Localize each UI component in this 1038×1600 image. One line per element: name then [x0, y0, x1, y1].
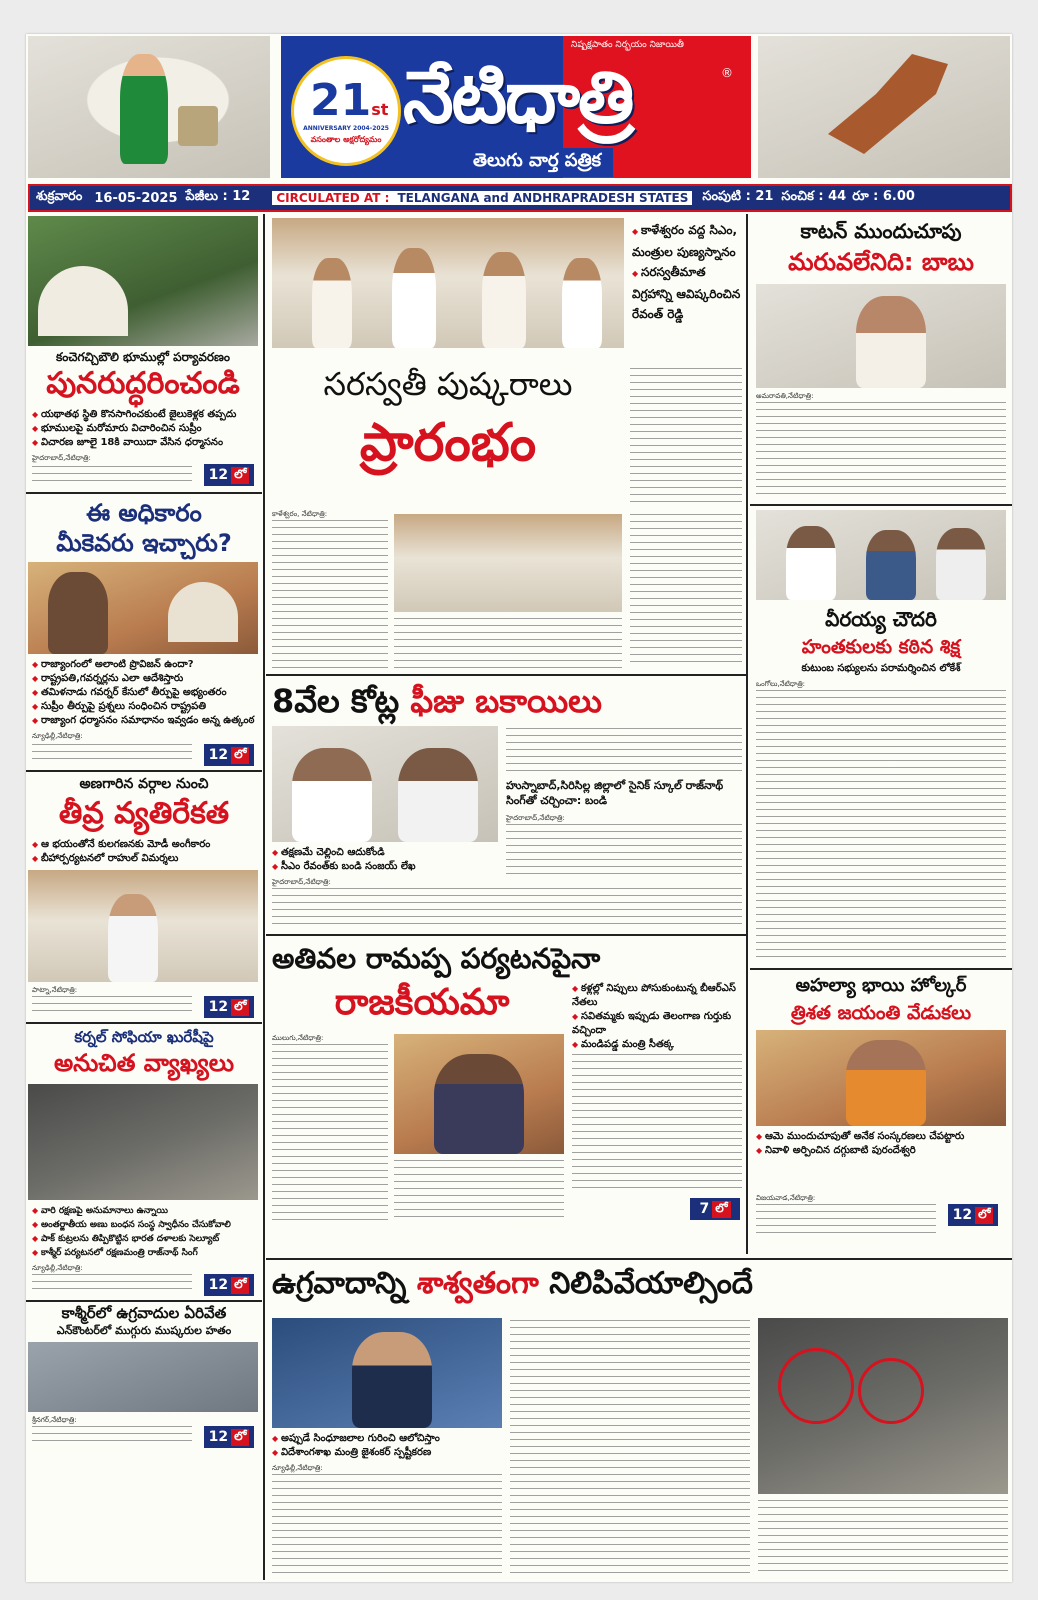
veeraiah-dateline: ఒంగోలు,నేటిధాత్రి: [756, 680, 806, 688]
anniversary-text: ANNIVERSARY 2004-2025 [303, 125, 389, 132]
divider [750, 504, 1012, 506]
ahalya-bullet: ◆ నివాళి అర్పించిన దగ్గుబాటి పురందేశ్వరి [756, 1144, 1006, 1158]
fees-dateline: హైదరాబాద్,నేటిధాత్రి: [272, 878, 331, 886]
story3-continued[interactable] [204, 996, 254, 1018]
ramappa-body-right [572, 1054, 742, 1194]
story3-bullet: ◆ బీహార్పర్యటనలో రాహుల్ విమర్శలు [32, 852, 258, 866]
page-suffix: లో [975, 1207, 993, 1224]
page-number: 12 [208, 1277, 229, 1293]
page-suffix: లో [231, 1277, 249, 1294]
story1-bullet: ◆ భూములపై మరోమారు విచారించిన సుప్రీం [32, 422, 258, 436]
story5-body [32, 1426, 192, 1446]
lead-body-mid [394, 618, 622, 668]
ramappa-bullet: ◆ సవితమ్మకు ఇప్పుడు తెలంగాణ గుర్తుకు వచ్చిందా [572, 1010, 742, 1038]
story3-headline: తీవ్ర వ్యతిరేకత [58, 796, 230, 831]
page-suffix: లో [712, 1201, 730, 1218]
story2-dateline: న్యూఢిల్లీ,నేటిధాత్రి: [32, 732, 83, 740]
ramappa-body-mid [394, 1160, 564, 1220]
story2-headline-2: మీకెవరు ఇచ్చారు? [56, 529, 232, 557]
anniversary-badge [291, 56, 401, 166]
supreme-court-image [28, 216, 258, 346]
fees-sub-dateline: హైదరాబాద్,నేటిధాత్రి: [506, 814, 565, 822]
divider [26, 770, 262, 772]
lead-body-right2 [630, 514, 742, 668]
veeraiah-sub: కుటుంబ సభ్యులను పరామర్శించిన లోకేశ్ [801, 663, 961, 674]
lead-body-left [272, 520, 388, 668]
terror-body-1 [272, 1474, 502, 1574]
story2-continued[interactable] [204, 744, 254, 766]
veeraiah-kicker: వీరయ్య చౌదరి [825, 607, 937, 631]
terror-bullet: ◆ అప్పుడే సింధూజలాల గురించి ఆలోచిస్తాం [272, 1432, 502, 1446]
divider [266, 674, 746, 676]
ahalya-bullet: ◆ ఆమె ముందుచూపుతో అనేక సంస్కరణలు చేపట్టారు [756, 1130, 1006, 1144]
anniversary-suffix: st [371, 100, 389, 119]
divider [26, 1300, 262, 1302]
right-column [750, 214, 1012, 1254]
divider [266, 934, 746, 936]
terror-headline-black2: నిలిపివేయాల్సిందే [549, 1266, 753, 1301]
story1-headline: పునరుద్ధరించండి [46, 366, 240, 401]
story3-dateline: పాట్నా,నేటిధాత్రి: [32, 986, 78, 994]
page-number: 12 [208, 999, 229, 1015]
story1-dateline: హైదరాబాద్,నేటిధాత్రి: [32, 454, 91, 462]
dateline-date: 16-05-2025 [94, 190, 178, 206]
ramappa-bullet: ◆ మండిపడ్డ మంత్రి సీతక్క [572, 1038, 742, 1052]
page-number: 12 [208, 1429, 229, 1445]
veeraiah-body [756, 690, 1006, 962]
story4-bullet: ◆ వారి రక్షణపై అనుమానాలు ఉన్నాయి [32, 1204, 258, 1218]
fees-headline-black: 8వేల కోట్ల [272, 682, 400, 720]
newspaper-page [26, 34, 1012, 1582]
lead-dateline: కాళేశ్వరం, నేటిధాత్రి: [272, 510, 328, 518]
story1-kicker: కంచెగచ్చిబౌలి భూముల్లో పర్యావరణం [56, 350, 230, 364]
masthead [281, 36, 751, 178]
story4-kicker: కర్నల్ సోఫియా ఖురేషీపై [74, 1028, 214, 1046]
story5-dateline: శ్రీనగర్,నేటిధాత్రి: [32, 1416, 77, 1424]
story1-bullet: ◆ విచారణ జూలై 18కి వాయిదా వేసిన ధర్మాసనం [32, 436, 258, 450]
ahalya-dateline: విజయవాడ,నేటిధాత్రి: [756, 1194, 816, 1202]
issue: సంచిక : 44 [781, 189, 847, 204]
lead-bullets [632, 220, 744, 324]
terror-bullet: ◆ విదేశాంగశాఖ మంత్రి జైశంకర్ స్పష్టీకరణ [272, 1446, 502, 1460]
story4-body [32, 1274, 192, 1294]
story3-body [32, 996, 192, 1016]
story1-bullet: ◆ యథాతథ స్థితి కొనసాగించకుంటే జైలుకెళ్లక తప్పదు [32, 408, 258, 422]
story3-bullets [32, 838, 258, 866]
terror-headline-red: శాశ్వతంగా [416, 1266, 539, 1301]
registered-mark: ® [721, 66, 733, 80]
page-number: 12 [952, 1207, 973, 1223]
story4-headline: అనుచిత వ్యాఖ్యలు [53, 1049, 235, 1077]
page-number: 12 [208, 467, 229, 483]
page-number: 7 [699, 1201, 710, 1217]
fees-bullet: ◆ తక్షణమే చెల్లించి ఆదుకోండి [272, 846, 498, 860]
ramappa-dateline: ములుగు,నేటిధాత్రి: [272, 1034, 324, 1042]
ahalya-headline: త్రిశత జయంతి వేడుకలు [790, 1002, 972, 1024]
ramappa-continued[interactable] [690, 1198, 740, 1220]
story4-continued[interactable] [204, 1274, 254, 1296]
lead-body-right [630, 368, 742, 508]
fees-sub-body [506, 824, 742, 880]
story4-bullets [32, 1204, 258, 1260]
fees-bullet: ◆ సీఎం రేవంత్‌కు బండి సంజయ్ లేఖ [272, 860, 498, 874]
fees-headline [272, 680, 742, 722]
story2-headline-1: ఈ అధికారం [86, 499, 202, 527]
story2-bullet: ◆ రాజ్యాంగంలో అలాంటి ప్రొవిజన్ ఉందా? [32, 658, 258, 672]
story5-headline: కాశ్మీర్‌లో ఉగ్రవాదుల ఏరివేత [61, 1304, 227, 1322]
military-image [28, 1084, 258, 1200]
story3-kicker: అణగారిన వర్గాల నుంచి [79, 776, 209, 792]
lead-bullet: ◆ కాళేశ్వరం వద్ద సిఎం, మంత్రుల పుణ్యస్నానం [632, 220, 744, 262]
ahalya-continued[interactable] [948, 1204, 998, 1226]
jaishankar-image [272, 1318, 502, 1428]
terror-headline [272, 1262, 1010, 1306]
price: రూ : 6.00 [852, 189, 915, 204]
lead-kicker: సరస్వతీ పుష్కరాలు [323, 365, 573, 403]
ahalya-kicker: అహల్యా భాయి హోల్కర్ [795, 975, 967, 996]
lokesh-visit-image [756, 510, 1006, 600]
ramappa-bullet: ◆ కళ్లల్లో నిప్పులు పోసుకుంటున్న బీఆర్ఎస్ నేతలు [572, 982, 742, 1010]
story2-bullets [32, 658, 258, 728]
masthead-tagline: నిష్పక్షపాతం నిర్భయం నిజాయితీ [571, 40, 684, 50]
volume: సంపుటి : 21 [702, 189, 774, 204]
divider [750, 968, 1012, 970]
terror-body-3 [758, 1500, 1008, 1574]
veeraiah-headline: హంతకులకు కఠిన శిక్ష [801, 636, 961, 658]
purandeswari-image [756, 1030, 1006, 1126]
andhrapradesh-banner-image [758, 36, 1010, 178]
fees-body-right [506, 728, 742, 772]
story4-bullet: ◆ అంతర్జాతీయ అణు బంధన సంస్థ స్వాధీనం చేసుకోవాలి [32, 1218, 258, 1232]
dateline-day: శుక్రవారం [36, 189, 83, 204]
story4-dateline: న్యూఢిల్లీ,నేటిధాత్రి: [32, 1264, 83, 1272]
pushkaralu-puja-image [394, 514, 622, 612]
circulated-states: TELANGANA and ANDHRAPRADESH STATES [393, 191, 692, 205]
terror-bullets [272, 1432, 502, 1460]
column-rule [263, 214, 265, 1580]
story2-bullet: ◆ తమిళనాడు గవర్నర్ కేసులో తీర్పుపై అభ్యంతరం [32, 686, 258, 700]
pushkaralu-image [272, 218, 624, 348]
page-suffix: లో [231, 467, 249, 484]
column-rule [746, 214, 748, 1254]
fees-headline-red: ఫీజు బకాయిలు [410, 682, 602, 720]
cotton-body [756, 402, 1006, 498]
left-column [26, 214, 262, 1580]
story2-body [32, 744, 192, 764]
terror-dateline: న్యూఢిల్లీ,నేటిధాత్రి: [272, 1464, 323, 1472]
divider [266, 1258, 1012, 1260]
ahalya-body [756, 1204, 936, 1234]
anniversary-telugu: వసంతాల అక్షరోద్యమం [310, 135, 382, 144]
story4-bullet: ◆ పాక్ కుట్రలను తిప్పికొట్టిన భారత దళాలకు సెల్యూట్ [32, 1232, 258, 1246]
story1-bullets [32, 408, 258, 450]
story1-continued[interactable] [204, 464, 254, 486]
bandi-revanth-image [272, 726, 498, 842]
president-image [28, 562, 258, 654]
ahalya-bullets [756, 1130, 1006, 1158]
fees-sub-headline: హుస్నాబాద్,సిరిసిల్ల జిల్లాలో సైనిక్ స్కూల్ రాజ్‌నాథ్ సింగ్‌తో చర్చించా: బండి [506, 779, 724, 807]
ramappa-body-left [272, 1044, 388, 1224]
story2-bullet: ◆ రాష్ట్రపతి,గవర్నర్లను ఎలా ఆదేశిస్తారు [32, 672, 258, 686]
seethakka-image [394, 1034, 564, 1154]
anniversary-number: 21 [310, 75, 372, 126]
fees-bullets [272, 846, 498, 874]
page-suffix: లో [231, 1429, 249, 1446]
dateline-bar [28, 184, 1012, 212]
divider [26, 1022, 262, 1024]
story3-bullet: ◆ ఆ భయంతోనే కులగణనకు మోడీ అంగీకారం [32, 838, 258, 852]
masthead-title: నేటిధాత్రి [403, 55, 633, 139]
divider [26, 492, 262, 494]
story5-continued[interactable] [204, 1426, 254, 1448]
missile-debris-image [758, 1318, 1008, 1494]
story2-bullet: ◆ సుప్రీం తీర్పుపై ప్రశ్నలు సంధించిన రాష్ట్రపతి [32, 700, 258, 714]
terror-body-2 [510, 1320, 750, 1574]
ramappa-bullets [572, 982, 742, 1052]
cotton-kicker: కాటన్ ముందుచూపు [800, 219, 962, 243]
lead-headline: ప్రారంభం [359, 413, 537, 473]
cotton-dateline: అమరావతి,నేటిధాత్రి: [756, 392, 814, 400]
story5-sub: ఎన్‌కౌంటర్‌లో ముగ్గురు ముష్కరుల హతం [56, 1324, 232, 1337]
dateline-pages: పేజీలు : 12 [185, 189, 251, 204]
story1-body [32, 466, 192, 486]
fees-body [272, 888, 742, 928]
circulated-label: CIRCULATED AT : [272, 191, 393, 205]
chandrababu-image [756, 284, 1006, 388]
kashmir-encounter-image [28, 1342, 258, 1412]
masthead-subtitle: తెలుగు వార్త పత్రిక [461, 148, 613, 177]
telangana-banner-image [28, 36, 270, 178]
page-suffix: లో [231, 999, 249, 1016]
page-number: 12 [208, 747, 229, 763]
story4-bullet: ◆ కాశ్మీర్ పర్యటనలో రక్షణమంత్రి రాజ్‌నాథ్ సింగ్ [32, 1246, 258, 1260]
cotton-headline: మరువలేనిది: బాబు [788, 248, 974, 276]
ramappa-headline-black: అతివల రామప్ప పర్యటనపైనా [272, 942, 601, 975]
rahul-gandhi-image [28, 870, 258, 982]
page-suffix: లో [231, 747, 249, 764]
terror-headline-black1: ఉగ్రవాదాన్ని [272, 1266, 407, 1301]
lead-bullet: ◆ సరస్వతీమాత విగ్రహాన్ని ఆవిష్కరించిన రేవంత్ రెడ్డి [632, 262, 744, 324]
ramappa-headline-red: రాజకీయమా [334, 982, 510, 1023]
story2-bullet: ◆ రాజ్యాంగ ధర్మాసనం సమాధానం ఇవ్వడం అన్న ఉత్కంఠ [32, 714, 258, 728]
